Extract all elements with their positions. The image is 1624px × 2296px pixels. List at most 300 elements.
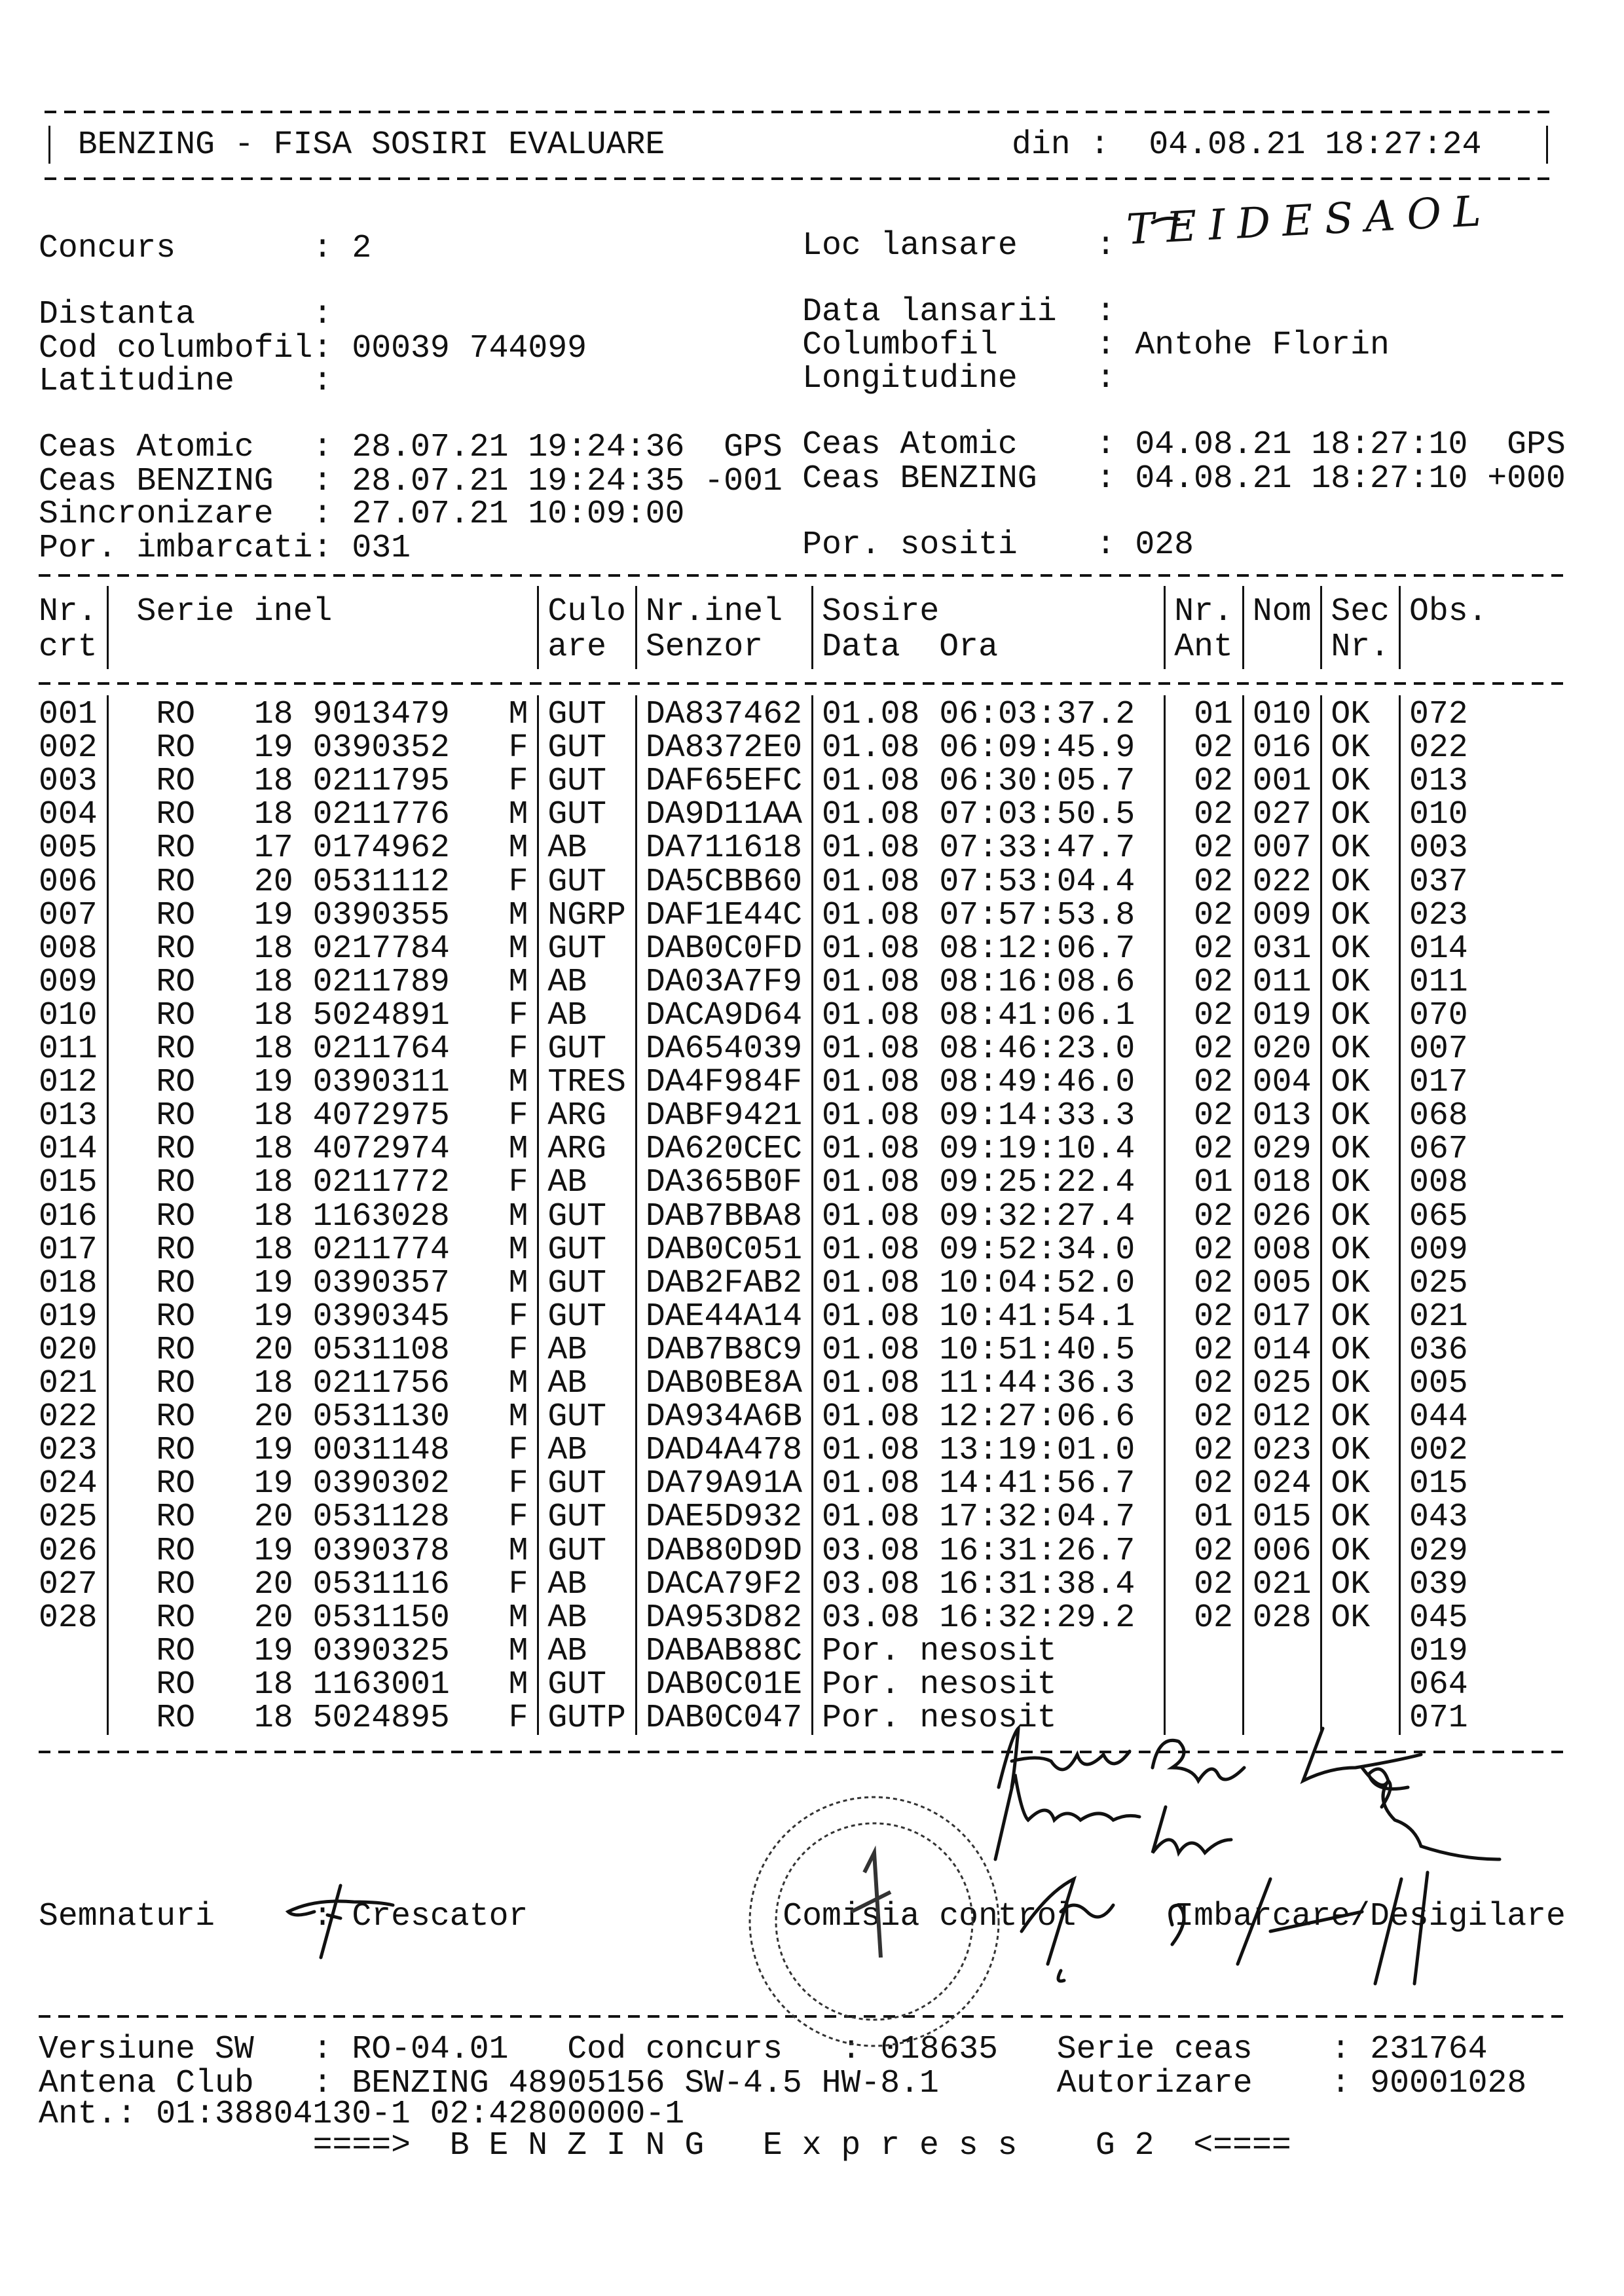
row-time: 06:03:37.2 — [939, 696, 1135, 733]
row-sec: OK — [1331, 1565, 1371, 1603]
row-date: 01.08 — [822, 829, 920, 867]
row-antenna: 02 — [1194, 863, 1233, 900]
row-country: RO — [156, 1499, 196, 1536]
autorizare-value: 90001028 — [1370, 2065, 1527, 2102]
row-color: GUT — [547, 1264, 607, 1302]
din-value: 04.08.21 18:27:24 — [1149, 126, 1482, 163]
row-obs: 068 — [1409, 1097, 1468, 1135]
row-country: RO — [156, 696, 196, 733]
row-obs: 029 — [1409, 1532, 1468, 1569]
field-label: Data lansarii — [802, 293, 1057, 330]
row-nr: 004 — [39, 796, 98, 833]
row-color: GUT — [547, 729, 607, 767]
din-label: din : — [1012, 126, 1110, 163]
row-ring: 0390357 — [312, 1264, 450, 1302]
row-ring: 0390355 — [312, 896, 450, 934]
row-ring: 0211789 — [312, 963, 450, 1000]
signatures-colon: : — [312, 1898, 333, 1935]
row-color: AB — [547, 1164, 587, 1201]
row-nom: 025 — [1252, 1365, 1312, 1402]
row-time: 11:44:36.3 — [939, 1365, 1135, 1402]
field-colon: : — [1096, 327, 1116, 363]
field-label: Por. imbarcati — [39, 530, 313, 566]
row-antenna: 02 — [1194, 930, 1233, 967]
row-date: 01.08 — [822, 1264, 920, 1302]
row-ring: 1163028 — [312, 1197, 450, 1235]
header-culoare: are — [547, 629, 607, 665]
row-color: NGRP — [547, 896, 626, 934]
row-antenna: 02 — [1194, 1231, 1233, 1268]
row-obs: 007 — [1409, 1030, 1468, 1067]
row-obs: 003 — [1409, 829, 1468, 867]
row-time: 08:12:06.7 — [939, 930, 1135, 967]
row-color: GUT — [547, 796, 607, 833]
field-label: Concurs — [39, 230, 176, 266]
row-sex: M — [508, 1131, 528, 1168]
row-sensor: DAB7B8C9 — [645, 1331, 802, 1368]
row-country: RO — [156, 1700, 196, 1736]
row-color: GUT — [547, 1398, 607, 1436]
row-color: GUT — [547, 1197, 607, 1235]
row-ring: 0390378 — [312, 1532, 450, 1569]
row-color: ARG — [547, 1097, 607, 1135]
row-country: RO — [156, 1298, 196, 1335]
field-colon: : — [1096, 227, 1116, 264]
row-nom: 011 — [1252, 963, 1312, 1000]
field-colon: : — [312, 530, 333, 566]
row-time: 08:46:23.0 — [939, 1030, 1135, 1067]
row-country: RO — [156, 863, 196, 900]
header-ant: Nr. — [1174, 593, 1233, 630]
row-year: 18 — [253, 1365, 293, 1402]
row-sensor: DA03A7F9 — [645, 963, 802, 1000]
row-ring: 0531112 — [312, 863, 450, 900]
field-colon: : — [312, 296, 333, 333]
autorizare-label: Autorizare — [1056, 2065, 1253, 2102]
row-year: 18 — [253, 1131, 293, 1168]
serie-ceas-label: Serie ceas — [1056, 2031, 1253, 2068]
header-nom: Nom — [1252, 593, 1312, 630]
row-antenna: 02 — [1194, 996, 1233, 1034]
row-country: RO — [156, 1097, 196, 1135]
header-senzor: Nr.inel — [645, 593, 783, 630]
row-color: AB — [547, 829, 587, 867]
row-ring: 9013479 — [312, 696, 450, 733]
row-time: 14:41:56.7 — [939, 1465, 1135, 1503]
row-nom: 013 — [1252, 1097, 1312, 1135]
row-nom: 023 — [1252, 1432, 1312, 1469]
row-time: 08:49:46.0 — [939, 1064, 1135, 1101]
row-ring: 0531108 — [312, 1331, 450, 1368]
row-ring: 4072974 — [312, 1131, 450, 1168]
row-year: 19 — [253, 1432, 293, 1469]
row-color: ARG — [547, 1131, 607, 1168]
field-colon: : — [312, 230, 333, 266]
antena-value: BENZING 48905156 SW-4.5 HW-8.1 — [352, 2065, 939, 2102]
row-date: 01.08 — [822, 696, 920, 733]
row-sec: OK — [1331, 1465, 1371, 1503]
field-value: 04.08.21 18:27:10 GPS — [1135, 426, 1566, 463]
row-sensor: DA654039 — [645, 1030, 802, 1067]
row-date: 01.08 — [822, 963, 920, 1000]
row-obs: 019 — [1409, 1632, 1468, 1669]
row-year: 19 — [253, 1632, 293, 1669]
row-color: AB — [547, 996, 587, 1034]
row-date: Por. nesosit — [822, 1632, 1057, 1669]
row-sex: M — [508, 963, 528, 1000]
field-label: Por. sositi — [802, 526, 1018, 563]
row-country: RO — [156, 1632, 196, 1669]
row-country: RO — [156, 896, 196, 934]
field-colon: : — [312, 429, 333, 465]
row-time: 08:41:06.1 — [939, 996, 1135, 1034]
row-obs: 005 — [1409, 1365, 1468, 1402]
row-sec: OK — [1331, 863, 1371, 900]
row-antenna: 02 — [1194, 763, 1233, 800]
row-obs: 021 — [1409, 1298, 1468, 1335]
handwritten-loc-lansare: TEIDESAOL — [1125, 187, 1494, 255]
row-color: AB — [547, 1432, 587, 1469]
row-sec: OK — [1331, 1131, 1371, 1168]
row-year: 18 — [253, 1700, 293, 1736]
row-nr: 007 — [39, 896, 98, 934]
field-value: 28.07.21 19:24:35 -001 — [352, 463, 783, 500]
header-senzor: Senzor — [645, 629, 764, 665]
row-antenna: 02 — [1194, 1097, 1233, 1135]
row-ring: 0031148 — [312, 1432, 450, 1469]
field-value: 028 — [1135, 526, 1194, 563]
row-color: AB — [547, 963, 587, 1000]
row-antenna: 02 — [1194, 1030, 1233, 1067]
row-obs: 070 — [1409, 996, 1468, 1034]
row-color: GUT — [547, 1231, 607, 1268]
row-date: 03.08 — [822, 1565, 920, 1603]
row-color: GUT — [547, 1532, 607, 1569]
row-country: RO — [156, 1064, 196, 1101]
colon: : — [1331, 2031, 1351, 2068]
row-country: RO — [156, 796, 196, 833]
row-sex: M — [508, 696, 528, 733]
row-nom: 021 — [1252, 1565, 1312, 1603]
row-antenna: 02 — [1194, 1365, 1233, 1402]
row-year: 20 — [253, 863, 293, 900]
row-obs: 014 — [1409, 930, 1468, 967]
row-sex: M — [508, 1532, 528, 1569]
row-time: 10:04:52.0 — [939, 1264, 1135, 1302]
row-nom: 004 — [1252, 1064, 1312, 1101]
row-obs: 072 — [1409, 696, 1468, 733]
field-value: 27.07.21 10:09:00 — [352, 496, 685, 532]
row-ring: 0211772 — [312, 1164, 450, 1201]
row-nom: 008 — [1252, 1231, 1312, 1268]
row-sensor: DAF1E44C — [645, 896, 802, 934]
row-antenna: 02 — [1194, 963, 1233, 1000]
row-sec: OK — [1331, 1231, 1371, 1268]
row-year: 18 — [253, 930, 293, 967]
row-nr: 008 — [39, 930, 98, 967]
row-sec: OK — [1331, 1298, 1371, 1335]
row-sec: OK — [1331, 996, 1371, 1034]
row-sensor: DAF65EFC — [645, 763, 802, 800]
row-obs: 022 — [1409, 729, 1468, 767]
row-country: RO — [156, 1164, 196, 1201]
row-sex: F — [508, 729, 528, 767]
row-country: RO — [156, 729, 196, 767]
row-country: RO — [156, 1532, 196, 1569]
row-nr: 026 — [39, 1532, 98, 1569]
row-ring: 5024891 — [312, 996, 450, 1034]
row-date: 01.08 — [822, 930, 920, 967]
field-value: 00039 744099 — [352, 330, 587, 367]
row-color: GUTP — [547, 1700, 626, 1736]
row-year: 18 — [253, 1197, 293, 1235]
row-obs: 039 — [1409, 1565, 1468, 1603]
row-sex: M — [508, 1197, 528, 1235]
row-nom: 020 — [1252, 1030, 1312, 1067]
row-sensor: DA365B0F — [645, 1164, 802, 1201]
row-obs: 017 — [1409, 1064, 1468, 1101]
row-date: 01.08 — [822, 996, 920, 1034]
row-year: 19 — [253, 1064, 293, 1101]
row-nr: 010 — [39, 996, 98, 1034]
row-color: GUT — [547, 696, 607, 733]
cod-concurs-value: 018635 — [880, 2031, 998, 2068]
row-year: 19 — [253, 1465, 293, 1503]
row-date: 01.08 — [822, 1465, 920, 1503]
row-date: 01.08 — [822, 1365, 920, 1402]
row-sec: OK — [1331, 1164, 1371, 1201]
document-title: BENZING - FISA SOSIRI EVALUARE — [77, 126, 665, 163]
row-nr: 025 — [39, 1499, 98, 1536]
field-colon: : — [1096, 360, 1116, 397]
row-ring: 0211756 — [312, 1365, 450, 1402]
row-sensor: DA837462 — [645, 696, 802, 733]
field-label: Ceas Atomic — [802, 426, 1018, 463]
header-ant: Ant — [1174, 629, 1233, 665]
row-date: 01.08 — [822, 1131, 920, 1168]
row-nom: 010 — [1252, 696, 1312, 733]
row-date: 01.08 — [822, 1331, 920, 1368]
row-nom: 001 — [1252, 763, 1312, 800]
row-sex: M — [508, 930, 528, 967]
row-year: 18 — [253, 1097, 293, 1135]
row-obs: 015 — [1409, 1465, 1468, 1503]
row-color: AB — [547, 1365, 587, 1402]
header-nr: Nr. — [39, 593, 98, 630]
row-nr: 002 — [39, 729, 98, 767]
row-nr: 009 — [39, 963, 98, 1000]
row-nr: 023 — [39, 1432, 98, 1469]
row-sex: F — [508, 996, 528, 1034]
row-year: 18 — [253, 796, 293, 833]
row-year: 19 — [253, 1532, 293, 1569]
row-nr: 020 — [39, 1331, 98, 1368]
header-serie: Serie inel — [136, 593, 333, 630]
row-obs: 036 — [1409, 1331, 1468, 1368]
row-ring: 0390311 — [312, 1064, 450, 1101]
header-obs: Obs. — [1409, 593, 1488, 630]
row-ring: 0531130 — [312, 1398, 450, 1436]
row-country: RO — [156, 1231, 196, 1268]
row-obs: 064 — [1409, 1666, 1468, 1703]
row-ring: 0390345 — [312, 1298, 450, 1335]
row-country: RO — [156, 1398, 196, 1436]
row-antenna: 02 — [1194, 1398, 1233, 1436]
row-antenna: 02 — [1194, 1331, 1233, 1368]
row-ring: 0390302 — [312, 1465, 450, 1503]
row-nom: 024 — [1252, 1465, 1312, 1503]
row-country: RO — [156, 1131, 196, 1168]
row-sec: OK — [1331, 763, 1371, 800]
row-year: 20 — [253, 1398, 293, 1436]
field-colon: : — [1096, 460, 1116, 497]
field-label: Sincronizare — [39, 496, 274, 532]
row-time: 16:32:29.2 — [939, 1599, 1135, 1636]
imbarcare-label: Imbarcare/Desigilare — [1174, 1898, 1566, 1935]
row-country: RO — [156, 996, 196, 1034]
row-ring: 0211795 — [312, 763, 450, 800]
row-nr: 021 — [39, 1365, 98, 1402]
row-sec: OK — [1331, 1030, 1371, 1067]
row-time: 06:30:05.7 — [939, 763, 1135, 800]
row-nr: 022 — [39, 1398, 98, 1436]
row-ring: 0390325 — [312, 1632, 450, 1669]
row-color: GUT — [547, 1465, 607, 1503]
field-label: Ceas Atomic — [39, 429, 254, 465]
row-sensor: DABAB88C — [645, 1632, 802, 1669]
row-nr: 018 — [39, 1264, 98, 1302]
row-sensor: DA620CEC — [645, 1131, 802, 1168]
versiune-value: RO-04.01 — [352, 2031, 509, 2068]
row-date: 03.08 — [822, 1599, 920, 1636]
row-time: 07:03:50.5 — [939, 796, 1135, 833]
row-ring: 1163001 — [312, 1666, 450, 1703]
row-nom: 009 — [1252, 896, 1312, 934]
row-date: 01.08 — [822, 1097, 920, 1135]
row-sec: OK — [1331, 1197, 1371, 1235]
row-nom: 007 — [1252, 829, 1312, 867]
row-sensor: DA934A6B — [645, 1398, 802, 1436]
field-value: 28.07.21 19:24:36 GPS — [352, 429, 783, 465]
row-obs: 002 — [1409, 1432, 1468, 1469]
row-sec: OK — [1331, 1365, 1371, 1402]
row-color: GUT — [547, 1298, 607, 1335]
row-antenna: 02 — [1194, 1532, 1233, 1569]
row-sensor: DAB0C0FD — [645, 930, 802, 967]
row-nom: 022 — [1252, 863, 1312, 900]
row-sex: M — [508, 1398, 528, 1436]
row-time: 16:31:26.7 — [939, 1532, 1135, 1569]
row-obs: 008 — [1409, 1164, 1468, 1201]
row-antenna: 02 — [1194, 896, 1233, 934]
row-antenna: 02 — [1194, 1264, 1233, 1302]
row-sex: F — [508, 1030, 528, 1067]
signatures-label: Semnaturi — [39, 1898, 215, 1935]
row-ring: 0211776 — [312, 796, 450, 833]
row-nom: 029 — [1252, 1131, 1312, 1168]
header-culoare: Culo — [547, 593, 626, 630]
row-antenna: 02 — [1194, 829, 1233, 867]
field-label: Longitudine — [802, 360, 1018, 397]
row-nr: 019 — [39, 1298, 98, 1335]
row-sensor: DAE5D932 — [645, 1499, 802, 1536]
row-nom: 016 — [1252, 729, 1312, 767]
row-nom: 014 — [1252, 1331, 1312, 1368]
comisia-label: Comisia control — [783, 1898, 1077, 1935]
row-date: 01.08 — [822, 863, 920, 900]
row-nom: 026 — [1252, 1197, 1312, 1235]
row-sec: OK — [1331, 1264, 1371, 1302]
row-sensor: DACA9D64 — [645, 996, 802, 1034]
row-sex: F — [508, 1097, 528, 1135]
row-date: 01.08 — [822, 1064, 920, 1101]
row-obs: 011 — [1409, 963, 1468, 1000]
stamp-icon — [750, 1797, 999, 2046]
row-sensor: DA8372E0 — [645, 729, 802, 767]
row-antenna: 01 — [1194, 696, 1233, 733]
row-sensor: DAE44A14 — [645, 1298, 802, 1335]
row-country: RO — [156, 1331, 196, 1368]
row-antenna: 02 — [1194, 1599, 1233, 1636]
row-year: 19 — [253, 729, 293, 767]
row-sex: F — [508, 1432, 528, 1469]
row-sex: F — [508, 1164, 528, 1201]
row-nom: 019 — [1252, 996, 1312, 1034]
row-nom: 015 — [1252, 1499, 1312, 1536]
row-nr: 028 — [39, 1599, 98, 1636]
row-sec: OK — [1331, 829, 1371, 867]
row-ring: 4072975 — [312, 1097, 450, 1135]
row-sex: F — [508, 1499, 528, 1536]
row-sec: OK — [1331, 1432, 1371, 1469]
row-year: 18 — [253, 1164, 293, 1201]
row-nom: 005 — [1252, 1264, 1312, 1302]
row-ring: 0531150 — [312, 1599, 450, 1636]
row-sex: M — [508, 1365, 528, 1402]
row-obs: 013 — [1409, 763, 1468, 800]
header-nr: crt — [39, 629, 98, 665]
header-sec: Nr. — [1331, 629, 1390, 665]
row-antenna: 02 — [1194, 1064, 1233, 1101]
field-value: Antohe Florin — [1135, 327, 1390, 363]
row-color: AB — [547, 1565, 587, 1603]
row-time: 09:19:10.4 — [939, 1131, 1135, 1168]
handwritten-signatures — [288, 218, 1500, 1984]
row-sensor: DAB0C051 — [645, 1231, 802, 1268]
row-sex: F — [508, 1298, 528, 1335]
row-time: 10:41:54.1 — [939, 1298, 1135, 1335]
row-time: 12:27:06.6 — [939, 1398, 1135, 1436]
row-year: 20 — [253, 1565, 293, 1603]
row-obs: 023 — [1409, 896, 1468, 934]
row-year: 18 — [253, 1030, 293, 1067]
row-date: 01.08 — [822, 1030, 920, 1067]
row-obs: 009 — [1409, 1231, 1468, 1268]
row-date: 01.08 — [822, 796, 920, 833]
row-sensor: DAB2FAB2 — [645, 1264, 802, 1302]
header-sosire: Sosire — [822, 593, 940, 630]
row-sec: OK — [1331, 1398, 1371, 1436]
row-color: GUT — [547, 1499, 607, 1536]
row-sensor: DA9D11AA — [645, 796, 802, 833]
row-year: 19 — [253, 1264, 293, 1302]
row-country: RO — [156, 1030, 196, 1067]
row-time: 06:09:45.9 — [939, 729, 1135, 767]
row-nr: 005 — [39, 829, 98, 867]
row-sec: OK — [1331, 1331, 1371, 1368]
row-time: 09:52:34.0 — [939, 1231, 1135, 1268]
row-year: 20 — [253, 1599, 293, 1636]
